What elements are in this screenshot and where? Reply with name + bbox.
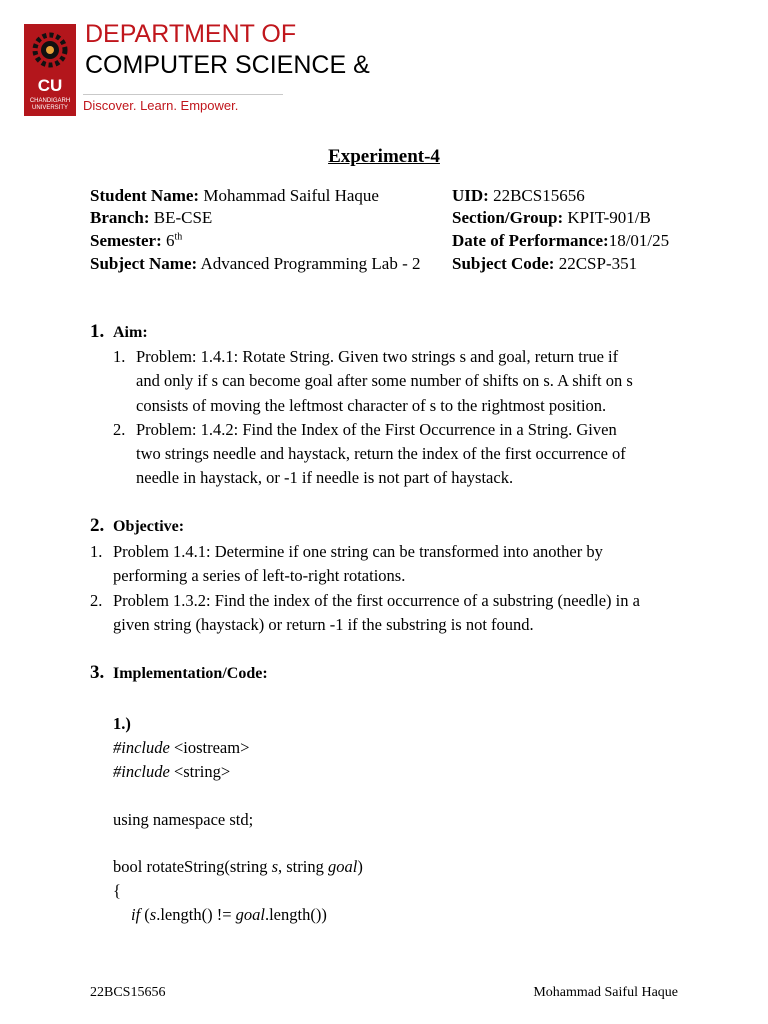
section-number-aim: 1.	[90, 321, 105, 342]
section-title-implementation: Implementation/Code:	[113, 665, 268, 682]
code-line-using: using namespace std;	[113, 810, 254, 829]
list-item-number: 1.	[90, 542, 103, 561]
logo-university-name: CHANDIGARH UNIVERSITY	[29, 98, 71, 111]
list-item-line: Problem: 1.4.2: Find the Index of the First Occurrence in a String. Given	[136, 419, 617, 439]
university-logo	[24, 24, 76, 116]
student-name: Mohammad Saiful Haque	[203, 186, 379, 205]
student-name-row: Student Name: Mohammad Saiful Haque	[90, 186, 379, 205]
document-header	[24, 18, 424, 118]
subject-name: Advanced Programming Lab - 2	[200, 254, 421, 273]
section-title-aim: Aim:	[113, 324, 148, 341]
code-line-include-iostream: #include <iostream>	[113, 738, 250, 757]
header-divider	[83, 94, 283, 95]
section-value: KPIT-901/B	[567, 208, 651, 227]
code-line-function-signature: bool rotateString(string s, string goal)	[113, 857, 363, 876]
list-item-line: Problem: 1.4.1: Rotate String. Given two strings s and goal, return true if	[136, 347, 619, 366]
department-title-line1: DEPARTMENT OF	[85, 20, 297, 48]
list-item	[113, 418, 693, 491]
list-item	[90, 589, 710, 638]
semester-row: Semester: 6th	[90, 231, 183, 250]
list-item-number: 2.	[113, 419, 126, 439]
subject-code: 22CSP-351	[558, 254, 638, 273]
uid-value: 22BCS15656	[493, 186, 585, 205]
date-row: Date of Performance:18/01/25	[452, 231, 670, 250]
experiment-title: Experiment-4	[328, 146, 440, 167]
list-item-line: needle in haystack, or -1 if needle is not part of haystack.	[136, 468, 514, 488]
tagline: Discover. Learn. Empower.	[83, 98, 239, 113]
uid-row: UID: 22BCS15656	[452, 186, 585, 205]
section-number-objective: 2.	[90, 515, 105, 536]
branch-value: BE-CSE	[153, 208, 213, 227]
subject-name-row: Subject Name: Advanced Programming Lab - 2	[90, 254, 421, 273]
semester-value: 6	[166, 231, 175, 250]
list-item-line: two strings needle and haystack, return the index of the first occurrence of	[136, 444, 626, 464]
list-item-line: Problem 1.4.1: Determine if one string can be transformed into another by	[113, 542, 603, 561]
list-item-line: performing a series of left-to-right rotations.	[113, 566, 406, 586]
code-line-if: if (s.length() != goal.length())	[131, 905, 327, 924]
list-item-number: 2.	[90, 590, 103, 610]
section-row: Section/Group: KPIT-901/B	[452, 208, 651, 227]
footer-uid: 22BCS15656	[90, 985, 166, 1000]
objective-list	[90, 540, 710, 637]
section-number-implementation: 3.	[90, 662, 105, 683]
list-item	[113, 345, 693, 418]
department-title-line2: COMPUTER SCIENCE &	[85, 51, 370, 79]
gear-emblem-icon	[30, 30, 70, 70]
code-line-open-brace: {	[113, 881, 121, 900]
list-item-line: given string (haystack) or return -1 if the substring is not found.	[113, 614, 534, 634]
subject-code-row: Subject Code: 22CSP-351	[452, 254, 638, 273]
date-value: 18/01/25	[608, 231, 670, 250]
list-item-line: Problem 1.3.2: Find the index of the first occurrence of a substring (needle) in a	[113, 590, 640, 610]
logo-abbreviation: CU	[37, 76, 63, 95]
footer-student-name: Mohammad Saiful Haque	[533, 985, 678, 1000]
aim-list	[113, 345, 693, 491]
list-item-line: and only if s can become goal after some number of shifts on s. A shift on s	[136, 371, 633, 391]
list-item-number: 1.	[113, 347, 126, 366]
code-part-label: 1.)	[113, 714, 131, 733]
code-line-include-string: #include <string>	[113, 762, 231, 781]
list-item-line: consists of moving the leftmost character of s to the rightmost position.	[136, 395, 607, 415]
list-item	[90, 540, 710, 589]
section-title-objective: Objective:	[113, 518, 185, 535]
branch-row: Branch: BE-CSE	[90, 208, 213, 227]
